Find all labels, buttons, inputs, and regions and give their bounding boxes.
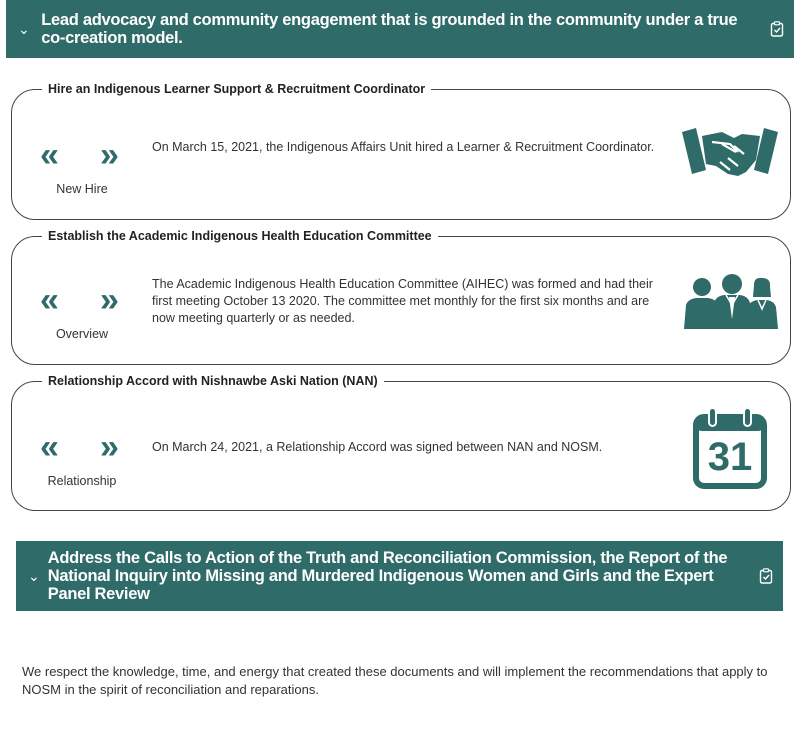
nav-label: Relationship <box>47 474 117 488</box>
section-title: Address the Calls to Action of the Truth and Reconciliation Commission, the Report of the National Inquiry into Missing and Murdered Indigenous Women and Girls and the Expert Panel Review <box>47 549 728 603</box>
people-icon <box>682 273 778 329</box>
card-nav <box>40 280 125 320</box>
card-text: The Academic Indigenous Health Education Committee (AIHEC) was formed and had their first meeting October 13 2020. The committee met monthly for the first six months and are now meeting quarterly or as needed. <box>152 277 653 325</box>
card-overview <box>11 229 791 365</box>
card-nav <box>40 427 125 467</box>
section-header-advocacy[interactable] <box>6 0 794 58</box>
clipboard-icon[interactable] <box>770 21 784 37</box>
chevron-down-icon: ⌄ <box>28 567 40 584</box>
nav-label: New Hire <box>56 182 108 196</box>
card-nav <box>40 135 125 175</box>
card-text: On March 24, 2021, a Relationship Accord was signed between NAN and NOSM. <box>152 440 603 454</box>
next-arrow-icon[interactable]: » <box>100 428 119 466</box>
nav-label: Overview <box>55 327 109 341</box>
clipboard-icon[interactable] <box>759 568 773 584</box>
card-new-hire <box>11 82 791 220</box>
next-arrow-icon[interactable]: » <box>100 136 119 174</box>
card-relationship <box>11 374 791 511</box>
prev-arrow-icon[interactable]: « <box>40 136 59 174</box>
card-text: On March 15, 2021, the Indigenous Affairs Unit hired a Learner & Recruitment Coordinator. <box>152 140 655 154</box>
prev-arrow-icon[interactable]: « <box>40 428 59 466</box>
card-legend: Relationship Accord with Nishnawbe Aski Nation (NAN) <box>42 373 384 389</box>
footer-statement: We respect the knowledge, time, and energy that created these documents and will implement the recommendations that apply to NOSM in the spirit of reconciliation and reparations. <box>22 664 768 697</box>
next-arrow-icon[interactable]: » <box>100 281 119 319</box>
chevron-down-icon: ⌄ <box>18 20 30 37</box>
card-legend: Hire an Indigenous Learner Support & Recruitment Coordinator <box>42 81 431 97</box>
handshake-icon <box>682 124 778 180</box>
calendar-icon <box>693 407 767 489</box>
prev-arrow-icon[interactable]: « <box>40 281 59 319</box>
calendar-day: 31 <box>707 435 753 479</box>
section-header-calls-to-action[interactable] <box>16 541 783 611</box>
card-legend: Establish the Academic Indigenous Health Education Committee <box>42 228 438 244</box>
section-title: Lead advocacy and community engagement that is grounded in the community under a true co-creation model. <box>41 11 738 47</box>
